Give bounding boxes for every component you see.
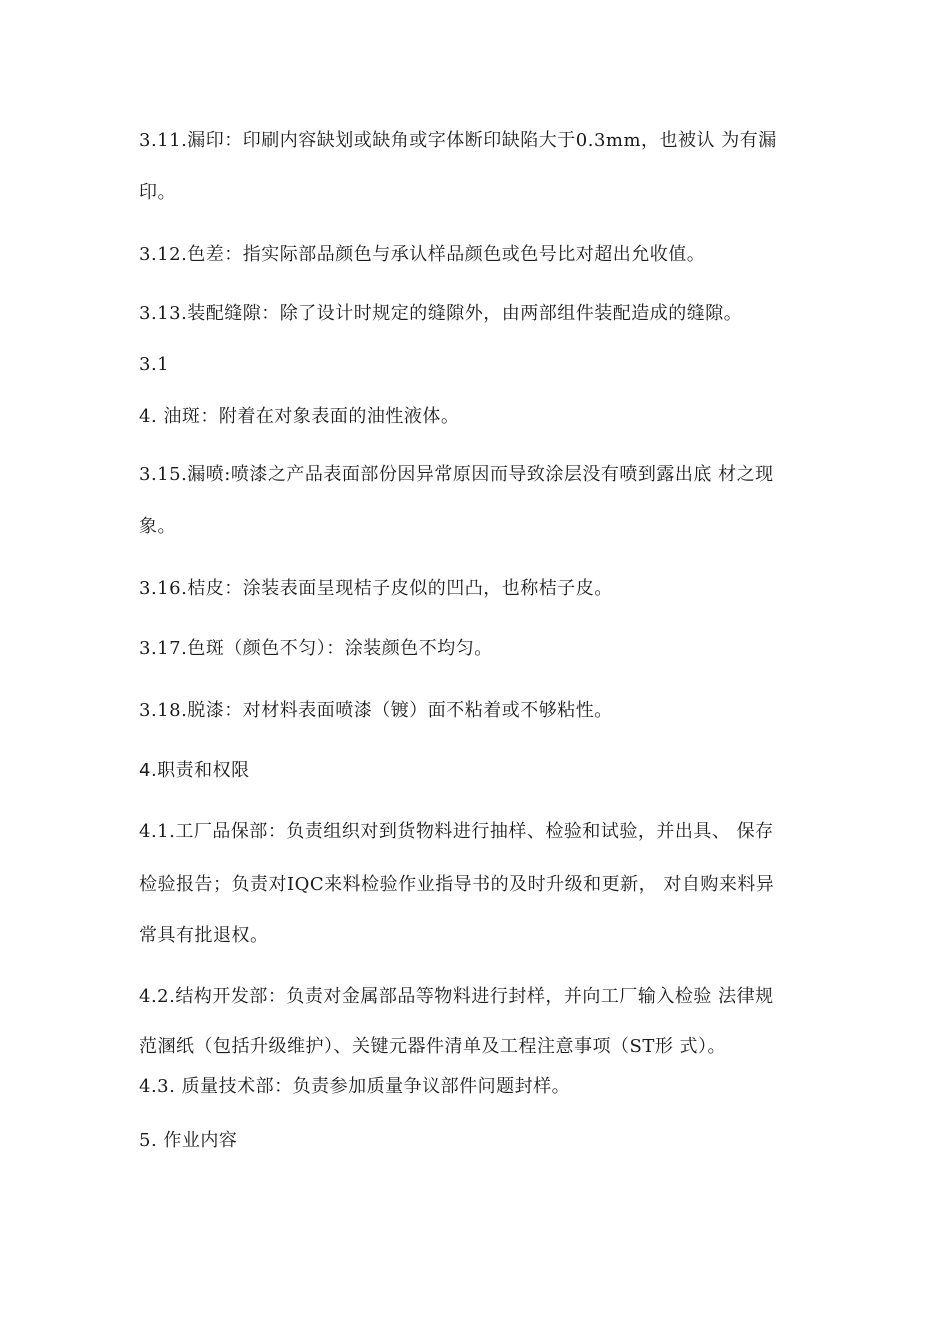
- text-line-4-2: 4.2.结构开发部：负责对金属部品等物料进行封样，并向工厂输入检验 法律规: [139, 986, 774, 1007]
- text-line-3-18: 3.18.脱漆：对材料表面喷漆（镀）面不粘着或不够粘性。: [139, 700, 613, 721]
- text-line-3-1: 3.1: [139, 354, 170, 375]
- text-line-4-3: 4.3. 质量技术部：负责参加质量争议部件问题封样。: [139, 1076, 571, 1097]
- text-line-3-16: 3.16.桔皮：涂装表面呈现桔子皮似的凹凸，也称桔子皮。: [139, 578, 613, 599]
- text-line-3-13: 3.13.装配缝隙：除了设计时规定的缝隙外，由两部组件装配造成的缝隙。: [139, 303, 743, 324]
- text-line-3-17: 3.17.色斑（颜色不匀）：涂装颜色不均匀。: [139, 638, 493, 659]
- text-line-4-2-cont: 范溷纸（包括升级维护）、关键元器件清单及工程注意事项（ST形 式）。: [139, 1036, 727, 1057]
- text-line-4-1: 4.1.工厂品保部：负责组织对到货物料进行抽样、检验和试验，并出具、 保存: [139, 821, 774, 842]
- text-line-3-15: 3.15.漏喷:喷漆之产品表面部份因异常原因而导致涂层没有喷到露出底 材之现: [139, 464, 774, 485]
- text-line-3-11: 3.11.漏印：印刷内容缺划或缺角或字体断印缺陷大于0.3mm，也被认 为有漏: [139, 130, 777, 151]
- text-line-3-11-cont: 印。: [139, 182, 176, 203]
- section-heading-5: 5. 作业内容: [139, 1130, 238, 1151]
- text-line-4-1-cont-2: 常具有批退权。: [139, 925, 269, 946]
- text-line-3-12: 3.12.色差：指实际部品颜色与承认样品颜色或色号比对超出允收值。: [139, 244, 706, 265]
- text-line-4-1-cont-1: 检验报告；负责对IQC来料检验作业指导书的及时升级和更新， 对自购来料异: [139, 874, 775, 895]
- section-heading-4: 4.职责和权限: [139, 760, 250, 781]
- text-line-3-15-cont: 象。: [139, 516, 176, 537]
- text-line-3-14: 4. 油斑：附着在对象表面的油性液体。: [139, 406, 460, 427]
